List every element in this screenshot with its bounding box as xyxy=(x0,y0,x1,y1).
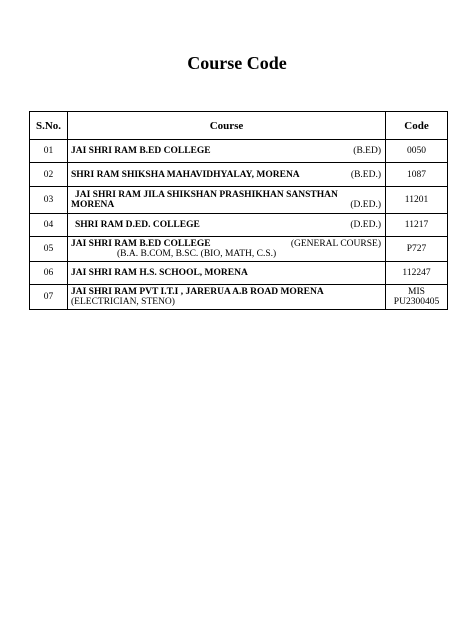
code-line1: MIS xyxy=(408,287,425,297)
row-code: 11217 xyxy=(386,214,448,237)
course-type: (D.ED.) xyxy=(350,220,381,230)
row-course xyxy=(68,262,386,285)
row-course xyxy=(68,285,386,310)
course-type: (GENERAL COURSE) xyxy=(290,239,381,249)
row-sno: 06 xyxy=(30,262,68,285)
row-sno: 01 xyxy=(30,140,68,163)
row-sno: 04 xyxy=(30,214,68,237)
row-sno: 03 xyxy=(30,187,68,214)
row-code: 112247 xyxy=(386,262,448,285)
row-course xyxy=(68,237,386,262)
row-code: 0050 xyxy=(386,140,448,163)
header-course: Course xyxy=(68,112,386,140)
row-code xyxy=(386,285,448,310)
table-header-row xyxy=(30,112,448,140)
table-row xyxy=(30,163,448,187)
row-course xyxy=(68,214,386,237)
header-code: Code xyxy=(386,112,448,140)
row-course xyxy=(68,187,386,214)
course-name: SHRI RAM SHIKSHA MAHAVIDHYALAY, MORENA xyxy=(71,169,300,180)
row-code: 11201 xyxy=(386,187,448,214)
course-name: SHRI RAM D.ED. COLLEGE xyxy=(75,220,200,230)
course-name-line1: JAI SHRI RAM JILA SHIKSHAN PRASHIKHAN SANSTHAN xyxy=(75,190,338,200)
table-row xyxy=(30,237,448,262)
row-sno: 05 xyxy=(30,237,68,262)
code-line2: PU2300405 xyxy=(393,297,440,307)
course-name: JAI SHRI RAM H.S. SCHOOL, MORENA xyxy=(71,268,248,278)
table-row xyxy=(30,140,448,163)
course-code-table xyxy=(29,111,448,310)
row-course xyxy=(68,140,386,163)
header-sno: S.No. xyxy=(30,112,68,140)
course-type: (D.ED.) xyxy=(350,200,381,210)
table-row xyxy=(30,187,448,214)
row-course xyxy=(68,163,386,187)
course-name: JAI SHRI RAM B.ED COLLEGE xyxy=(71,146,211,156)
table-row xyxy=(30,262,448,285)
table-row xyxy=(30,285,448,310)
course-type: (B.ED.) xyxy=(350,169,381,180)
course-type: (B.ED) xyxy=(353,146,381,156)
course-name: JAI SHRI RAM B.ED COLLEGE xyxy=(71,239,211,249)
table-row xyxy=(30,214,448,237)
row-code: P727 xyxy=(386,237,448,262)
course-detail: (ELECTRICIAN, STENO) xyxy=(71,297,175,307)
row-code: 1087 xyxy=(386,163,448,187)
row-sno: 02 xyxy=(30,163,68,187)
course-name: JAI SHRI RAM PVT I.T.I , JARERUA A.B ROAD MORENA xyxy=(71,287,324,297)
row-sno: 07 xyxy=(30,285,68,310)
course-name-line2: MORENA xyxy=(71,200,115,210)
course-detail: (B.A. B.COM, B.SC. (BIO, MATH, C.S.) xyxy=(117,249,277,259)
page-title: Course Code xyxy=(187,53,287,73)
